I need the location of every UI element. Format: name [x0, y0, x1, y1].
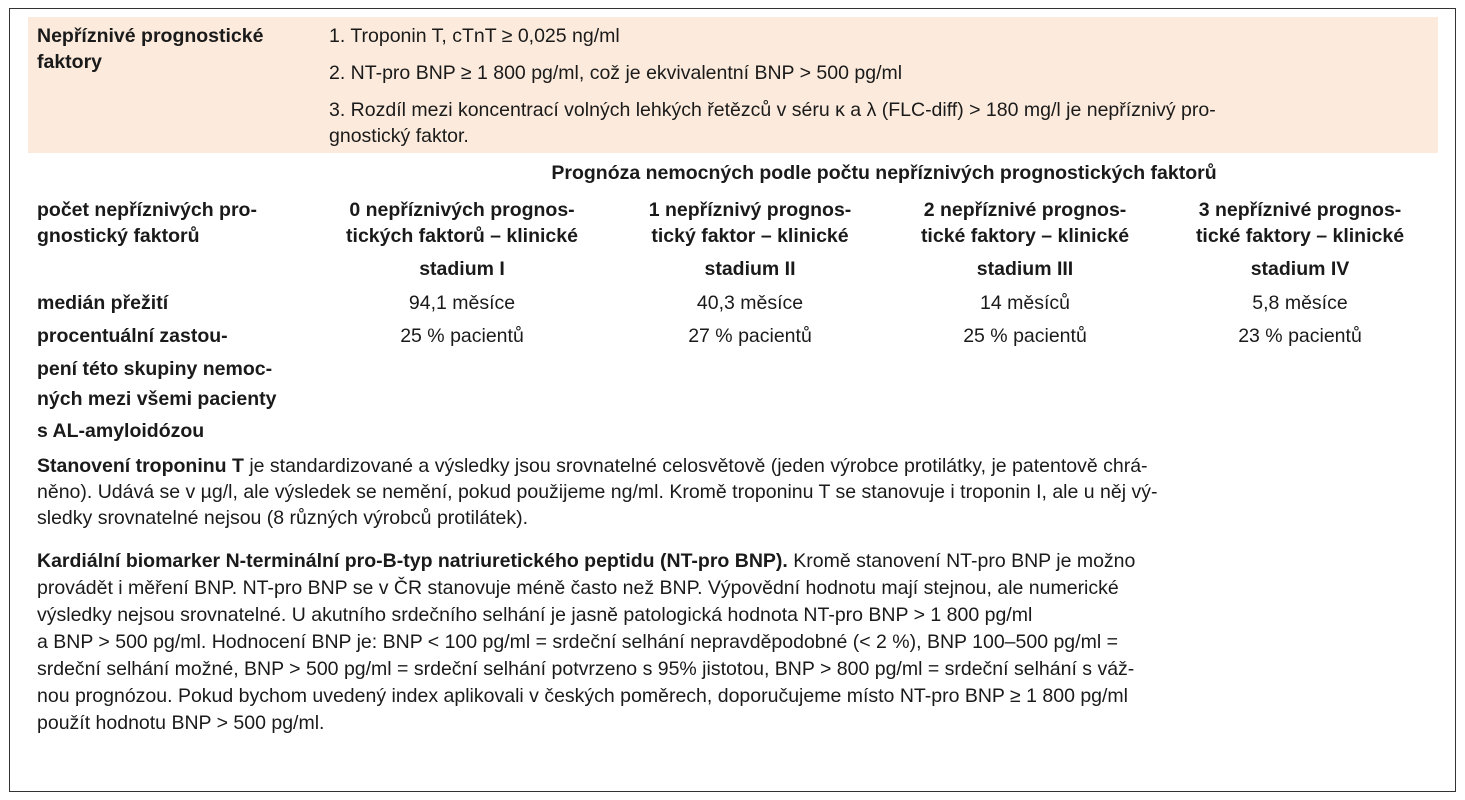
col-header-3-line-1: 3 nepříznivé prognos-	[1198, 199, 1402, 221]
bnp-note	[37, 548, 1447, 737]
row-label-median: medián přežití	[37, 292, 169, 314]
col-header-0-line-2: tických faktorů – klinické	[346, 225, 578, 247]
bnp-note-line-2: provádět i měření BNP. NT-pro BNP se v ČR stanovuje méně často než BNP. Výpovědní hodnotu mají stejnou, ale numerické	[37, 577, 1119, 599]
bnp-note-lead: Kardiální biomarker N-terminální pro-B-typ natriuretického peptidu (NT-pro BNP).	[37, 550, 788, 572]
bnp-note-text-1: Kromě stanovení NT-pro BNP je možno	[787, 550, 1136, 572]
share-col-3: 23 % pacientů	[1238, 325, 1362, 347]
col-header-1-line-3: stadium II	[704, 258, 796, 280]
factor-item-2: 2. NT-pro BNP ≥ 1 800 pg/ml, což je ekvivalentní BNP > 500 pg/ml	[329, 62, 903, 84]
bnp-note-line-5: srdeční selhání možné, BNP > 500 pg/ml = srdeční selhání potvrzeno s 95% jistotou, BNP > 800 pg/ml = srdeční selhání s váž-	[37, 658, 1135, 680]
factor-item-3: 3. Rozdíl mezi koncentrací volných lehkých řetězců v séru κ a λ (FLC-diff) > 180 mg/l je nepříznivý pro-	[329, 99, 1216, 121]
troponin-note-text-1: je standardizované a výsledky jsou srovnatelné celosvětově (jeden výrobce protilátky, je patentově chrá-	[243, 455, 1148, 477]
troponin-note	[37, 453, 1447, 531]
bnp-note-line-1	[37, 548, 1447, 575]
col-header-2-line-2: tické faktory – klinické	[920, 225, 1130, 247]
bnp-note-line-4: a BNP > 500 pg/ml. Hodnocení BNP je: BNP < 100 pg/ml = srdeční selhání nepravděpodobné (< 2 %), BNP 100–500 pg/ml =	[37, 631, 1118, 653]
prognosis-title: Prognóza nemocných podle počtu nepříznivých prognostických faktorů	[551, 162, 1217, 184]
factor-item-1: 1. Troponin T, cTnT ≥ 0,025 ng/ml	[329, 25, 620, 47]
row-label-share-line-1: procentuální zastou-	[37, 325, 228, 347]
share-col-1: 27 % pacientů	[688, 325, 812, 347]
troponin-note-lead: Stanovení troponinu T	[37, 455, 244, 477]
median-col-3: 5,8 měsíce	[1252, 292, 1348, 314]
median-col-2: 14 měsíců	[980, 292, 1070, 314]
share-col-0: 25 % pacientů	[400, 325, 524, 347]
troponin-note-line-2: něno). Udává se v µg/l, ale výsledek se nemění, pokud použijeme ng/ml. Kromě troponinu T se stanovuje i troponin I, ale u něj vý-	[37, 481, 1158, 503]
col-header-0-line-3: stadium I	[419, 258, 505, 280]
col-header-0-line-1: 0 nepříznivých prognos-	[349, 199, 575, 221]
row-label-share-line-4: s AL-amyloidózou	[37, 420, 205, 442]
factors-label-line-1: Nepříznivé prognostické	[37, 25, 264, 47]
col-header-3-line-3: stadium IV	[1250, 258, 1350, 280]
share-col-2: 25 % pacientů	[963, 325, 1087, 347]
factors-label-line-2: faktory	[37, 51, 103, 73]
col-header-2-line-3: stadium III	[976, 258, 1074, 280]
factor-item-3-continued: gnostický faktor.	[329, 125, 469, 147]
col-header-1-line-1: 1 nepříznivý prognos-	[648, 199, 852, 221]
col-header-3-line-2: tické faktory – klinické	[1195, 225, 1405, 247]
median-col-1: 40,3 měsíce	[696, 292, 804, 314]
bnp-note-line-3: výsledky nejsou srovnatelné. U akutního srdečního selhání je jasně patologická hodnota NT-pro BNP > 1 800 pg/ml	[37, 604, 1033, 626]
median-col-0: 94,1 měsíce	[408, 292, 516, 314]
row-header-count-line-1: počet nepříznivých pro-	[37, 199, 257, 221]
bnp-note-line-7: použít hodnotu BNP > 500 pg/ml.	[37, 712, 325, 734]
troponin-note-line-3: sledky srovnatelné nejsou (8 různých výrobců protilátek).	[37, 507, 528, 529]
col-header-1-line-2: tický faktor – klinické	[651, 225, 849, 247]
col-header-2-line-1: 2 nepříznivé prognos-	[923, 199, 1127, 221]
troponin-note-line-1	[37, 453, 1447, 479]
row-header-count-line-2: gnostický faktorů	[37, 225, 200, 247]
bnp-note-line-6: nou prognózou. Pokud bychom uvedený index aplikovali v českých poměrech, doporučujeme místo NT-pro BNP ≥ 1 800 pg/ml	[37, 685, 1129, 707]
row-label-share-line-2: pení této skupiny nemoc-	[37, 358, 273, 380]
row-label-share-line-3: ných mezi všemi pacienty	[37, 388, 277, 410]
